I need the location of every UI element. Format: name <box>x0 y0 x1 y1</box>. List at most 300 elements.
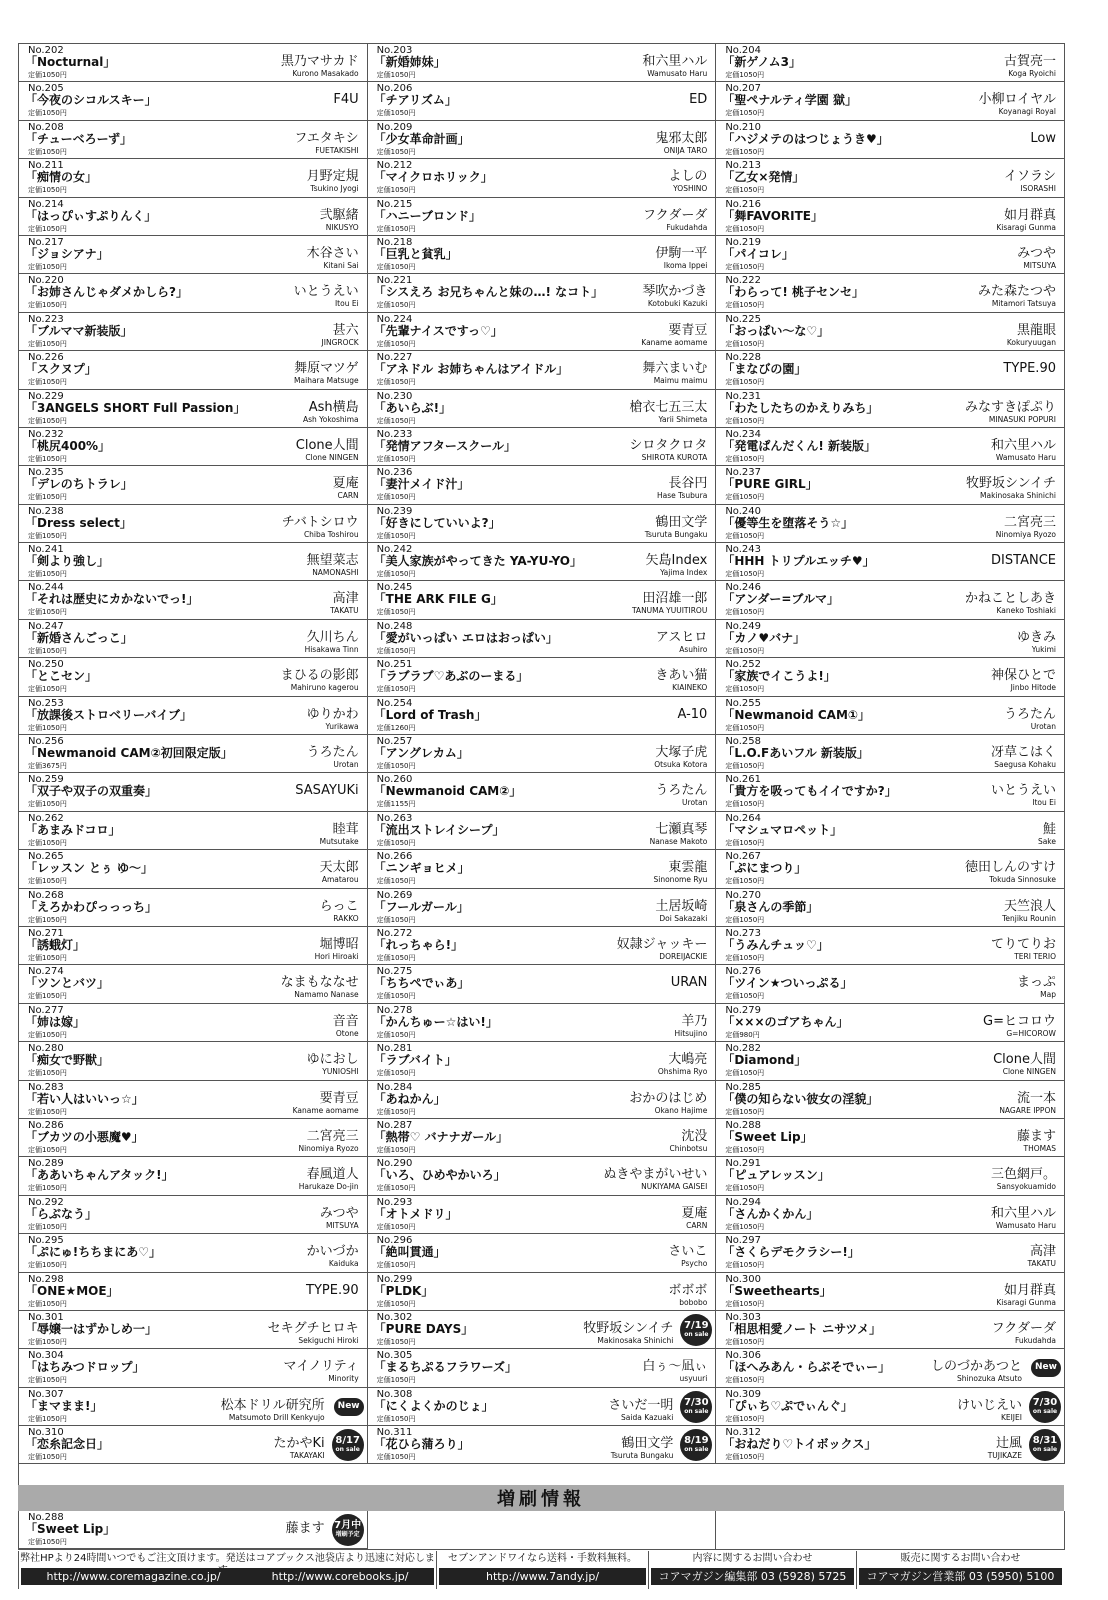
catalog-entry[interactable] <box>368 1273 717 1311</box>
catalog-entry[interactable] <box>19 274 368 312</box>
corebooks-link[interactable]: http://www.corebooks.jp/ <box>271 1570 409 1583</box>
catalog-entry[interactable] <box>368 1349 717 1387</box>
footer-shop-links <box>21 1568 434 1585</box>
entry-title: 「まるちぷるフラワーズ」 <box>373 1360 518 1375</box>
entry-author: 要青豆 <box>668 322 708 338</box>
entry-author-romaji: Amatarou <box>321 875 359 885</box>
catalog-entry[interactable] <box>19 658 368 696</box>
entry-author: さいだ一明 <box>608 1397 674 1413</box>
entry-author-romaji: YUNIOSHI <box>322 1067 359 1077</box>
catalog-grid <box>18 43 1065 1504</box>
catalog-entry[interactable] <box>716 1349 1065 1387</box>
entry-title: 「泉さんの季節」 <box>722 899 819 914</box>
entry-author-romaji: Saegusa Kohaku <box>994 760 1056 770</box>
entry-title: 「お姉さんじゃダメかしら?」 <box>25 285 188 300</box>
entry-author-romaji: Otsuka Kotora <box>654 760 708 770</box>
entry-author: フクダーダ <box>991 1320 1056 1336</box>
entry-title: 「舞FAVORITE」 <box>722 208 823 223</box>
catalog-entry[interactable] <box>19 889 368 927</box>
catalog-entry[interactable] <box>368 1157 717 1195</box>
entry-author: Ash横島 <box>308 399 359 415</box>
entry-number: No.246 <box>725 582 762 594</box>
entry-price: 定価1050円 <box>28 1376 67 1385</box>
entry-price: 定価1050円 <box>725 953 765 962</box>
catalog-entry[interactable] <box>19 466 368 504</box>
entry-title: 「ラブバイト」 <box>373 1053 457 1068</box>
catalog-entry[interactable] <box>19 313 368 351</box>
entry-title: 「先輩ナイスですっ♡」 <box>373 323 503 338</box>
entry-author-romaji: Tsuruta Bungaku <box>644 529 708 539</box>
entry-price: 定価1050円 <box>376 877 416 886</box>
entry-price: 定価1050円 <box>725 262 765 271</box>
entry-number: No.205 <box>28 83 64 95</box>
entry-title: 「好きにしていいよ?」 <box>373 515 501 530</box>
entry-price: 定価1050円 <box>28 147 67 156</box>
entry-title: 「ツンとバツ」 <box>25 976 110 991</box>
sevenandy-link[interactable]: http://www.7andy.jp/ <box>439 1568 646 1585</box>
catalog-entry[interactable] <box>19 1196 368 1234</box>
coremagazine-link[interactable]: http://www.coremagazine.co.jp/ <box>46 1570 221 1583</box>
catalog-entry[interactable] <box>368 198 717 236</box>
catalog-entry[interactable] <box>716 812 1065 850</box>
entry-price: 定価1050円 <box>376 109 416 118</box>
catalog-entry[interactable] <box>368 1196 717 1234</box>
entry-number: No.224 <box>376 313 413 325</box>
catalog-entry[interactable] <box>716 697 1065 735</box>
entry-author-romaji: Hase Tsubura <box>656 491 708 501</box>
entry-author: まっぷ <box>1016 975 1056 991</box>
catalog-entry[interactable] <box>368 889 717 927</box>
entry-price: 定価1050円 <box>725 992 765 1001</box>
new-badge <box>1031 1359 1061 1377</box>
entry-number: No.311 <box>376 1427 413 1439</box>
entry-price: 定価1050円 <box>28 339 67 348</box>
catalog-entry[interactable] <box>716 581 1065 619</box>
entry-author: 古賀亮一 <box>1003 54 1056 69</box>
entry-title: 「PURE DAYS」 <box>373 1321 474 1336</box>
entry-author: Low <box>1030 130 1056 146</box>
entry-price: 定価1050円 <box>376 1453 416 1462</box>
entry-title: 「かんちゅー☆はい!」 <box>373 1014 498 1029</box>
catalog-entry[interactable] <box>716 1004 1065 1042</box>
entry-author: マイノリティ <box>283 1359 359 1375</box>
catalog-entry[interactable] <box>368 1426 717 1464</box>
catalog-entry[interactable] <box>368 1119 717 1157</box>
catalog-entry[interactable] <box>368 581 717 619</box>
entry-author-romaji: Asuhiro <box>679 644 708 654</box>
entry-author-romaji: Psycho <box>681 1259 708 1269</box>
entry-price: 定価1050円 <box>376 1184 416 1193</box>
catalog-entry[interactable] <box>19 927 368 965</box>
catalog-entry[interactable] <box>716 390 1065 428</box>
entry-author-romaji: Urotan <box>1030 721 1056 731</box>
entry-title: 「巨乳と貧乳」 <box>373 246 458 261</box>
entry-number: No.255 <box>725 697 762 709</box>
entry-author-romaji: Clone NINGEN <box>305 452 359 462</box>
entry-title: 「家族でイこうよ!」 <box>722 669 836 684</box>
catalog-entry[interactable] <box>19 159 368 197</box>
catalog-entry[interactable] <box>716 274 1065 312</box>
catalog-entry[interactable] <box>368 697 717 735</box>
entry-author-romaji: Yukimi <box>1031 644 1056 654</box>
entry-number: No.299 <box>376 1273 413 1285</box>
catalog-entry[interactable] <box>368 1311 717 1349</box>
entry-price: 定価1050円 <box>28 1184 67 1193</box>
entry-price: 定価1050円 <box>725 838 765 847</box>
catalog-entry[interactable] <box>19 1004 368 1042</box>
entry-price: 定価1050円 <box>725 71 765 79</box>
entry-title: 「Newmanoid CAM②初回限定版」 <box>25 746 233 761</box>
entry-author-romaji: YOSHINO <box>673 184 708 194</box>
entry-author: 如月群真 <box>1003 207 1056 223</box>
entry-author-romaji: Ninomiya Ryozo <box>298 1143 359 1153</box>
entry-title: 「あいらぶ!」 <box>373 400 452 415</box>
entry-price: 定価1050円 <box>376 147 416 156</box>
catalog-entry[interactable] <box>368 313 717 351</box>
catalog-entry[interactable] <box>19 428 368 466</box>
entry-author: TYPE.90 <box>306 1282 359 1298</box>
entry-author: みなすきぽぷり <box>964 399 1056 415</box>
entry-price: 定価1050円 <box>725 1184 765 1193</box>
catalog-entry[interactable] <box>716 313 1065 351</box>
entry-number: No.226 <box>28 352 64 364</box>
entry-author: 和六里ハル <box>990 1205 1056 1221</box>
catalog-entry[interactable] <box>368 1388 717 1426</box>
catalog-entry[interactable] <box>368 735 717 773</box>
entry-price: 定価1050円 <box>725 493 765 502</box>
entry-number: No.284 <box>376 1081 413 1093</box>
reprint-price: 定価1050円 <box>28 1538 67 1546</box>
catalog-entry[interactable] <box>716 1234 1065 1272</box>
catalog-entry[interactable] <box>716 1042 1065 1080</box>
entry-author-romaji: Yurikawa <box>325 721 359 731</box>
entry-price: 定価1050円 <box>28 186 67 195</box>
entry-title: 「にくよくかのじょ」 <box>373 1398 494 1413</box>
entry-number: No.310 <box>28 1427 64 1439</box>
catalog-entry[interactable] <box>368 466 717 504</box>
entry-number: No.269 <box>376 889 413 901</box>
entry-author-romaji: NIKUSYO <box>325 222 359 232</box>
catalog-entry[interactable] <box>368 773 717 811</box>
entry-number: No.306 <box>725 1350 762 1362</box>
reprint-empty-cell <box>716 1511 1065 1549</box>
catalog-entry[interactable] <box>716 1426 1065 1464</box>
catalog-entry[interactable] <box>19 121 368 159</box>
catalog-entry[interactable] <box>19 390 368 428</box>
entry-author: 鮭 <box>1042 821 1056 837</box>
catalog-entry[interactable] <box>716 1388 1065 1426</box>
catalog-entry[interactable] <box>19 82 368 120</box>
catalog-entry[interactable] <box>368 274 717 312</box>
entry-author-romaji: Otone <box>335 1028 359 1038</box>
catalog-entry[interactable] <box>368 1004 717 1042</box>
entry-number: No.230 <box>376 390 413 402</box>
catalog-entry[interactable] <box>19 1349 368 1387</box>
catalog-entry[interactable] <box>19 505 368 543</box>
entry-author: 辻風 <box>995 1436 1022 1452</box>
catalog-entry[interactable] <box>368 121 717 159</box>
catalog-entry[interactable] <box>368 82 717 120</box>
entry-author-romaji: Chiba Toshirou <box>303 529 359 539</box>
catalog-entry[interactable] <box>19 198 368 236</box>
entry-title: 「Lord of Trash」 <box>373 707 487 722</box>
entry-author: 二宮亮三 <box>1003 514 1056 530</box>
entry-author: きあい猫 <box>655 668 708 684</box>
entry-title: 「はちみつドロップ」 <box>25 1360 145 1375</box>
catalog-entry[interactable] <box>19 1081 368 1119</box>
catalog-entry[interactable] <box>368 543 717 581</box>
catalog-entry[interactable] <box>19 236 368 274</box>
entry-number: No.252 <box>725 659 762 671</box>
entry-price: 定価1050円 <box>376 493 416 502</box>
entry-price: 定価1050円 <box>376 685 416 694</box>
entry-author: 鬼邪太郎 <box>655 130 708 146</box>
content-contact-caption: 内容に関するお問い合わせ <box>692 1553 813 1564</box>
entry-number: No.222 <box>725 275 762 287</box>
entry-author: うろたん <box>655 783 708 799</box>
catalog-entry[interactable] <box>716 965 1065 1003</box>
entry-title: 「新ゲノム3」 <box>722 55 801 69</box>
entry-title: 「新婚姉妹」 <box>373 55 446 69</box>
reprint-badge <box>332 1514 364 1546</box>
entry-author: 高津 <box>332 591 359 607</box>
catalog-entry[interactable] <box>368 965 717 1003</box>
entry-number: No.301 <box>28 1311 64 1323</box>
entry-price: 定価1050円 <box>28 1453 67 1462</box>
on-sale-badge <box>1029 1391 1061 1423</box>
entry-number: No.219 <box>725 236 762 248</box>
catalog-entry[interactable] <box>716 1273 1065 1311</box>
catalog-entry[interactable] <box>368 1042 717 1080</box>
entry-title: 「ハニーブロンド」 <box>373 208 482 223</box>
catalog-entry[interactable] <box>716 44 1065 82</box>
entry-price: 定価1050円 <box>376 1414 416 1423</box>
entry-number: No.300 <box>725 1273 762 1285</box>
catalog-entry[interactable] <box>19 1157 368 1195</box>
entry-price: 定価1050円 <box>725 339 765 348</box>
entry-author-romaji: Itou Ei <box>1032 798 1056 808</box>
catalog-entry[interactable] <box>716 658 1065 696</box>
catalog-entry[interactable] <box>19 697 368 735</box>
entry-author-romaji: Tokuda Sinnosuke <box>989 875 1056 885</box>
catalog-entry[interactable] <box>19 965 368 1003</box>
badge-sub: on sale <box>1032 1446 1058 1454</box>
entry-number: No.210 <box>725 121 762 133</box>
entry-number: No.235 <box>28 467 64 479</box>
reprint-entry[interactable] <box>19 1511 368 1549</box>
catalog-entry[interactable] <box>716 543 1065 581</box>
entry-title: 「マイクロホリック」 <box>373 170 493 185</box>
entry-number: No.286 <box>28 1119 64 1131</box>
entry-author: 鶴田文学 <box>655 514 708 530</box>
entry-price: 定価1050円 <box>376 1069 416 1078</box>
entry-price: 定価1050円 <box>376 301 416 310</box>
entry-number: No.208 <box>28 121 64 133</box>
catalog-entry[interactable] <box>19 543 368 581</box>
catalog-entry[interactable] <box>716 1196 1065 1234</box>
entry-author-romaji: Wamusato Haru <box>995 1220 1056 1230</box>
catalog-entry[interactable] <box>368 236 717 274</box>
catalog-entry[interactable] <box>716 773 1065 811</box>
entry-price: 定価1050円 <box>376 1376 416 1385</box>
catalog-entry[interactable] <box>368 351 717 389</box>
catalog-entry[interactable] <box>19 773 368 811</box>
entry-number: No.220 <box>28 275 64 287</box>
catalog-entry[interactable] <box>368 1081 717 1119</box>
catalog-entry[interactable] <box>716 466 1065 504</box>
entry-author-romaji: Chinbotsu <box>669 1143 708 1153</box>
entry-price: 定価1050円 <box>28 224 67 233</box>
entry-number: No.267 <box>725 851 762 863</box>
entry-price: 定価1050円 <box>376 262 416 271</box>
catalog-entry[interactable] <box>368 159 717 197</box>
entry-author: いとうえい <box>293 284 359 300</box>
entry-price: 定価1050円 <box>376 339 416 348</box>
entry-author: おかのはじめ <box>629 1090 708 1106</box>
entry-author-romaji: usyuuri <box>679 1374 708 1384</box>
catalog-entry[interactable] <box>19 1119 368 1157</box>
entry-price: 定価1050円 <box>28 1222 67 1231</box>
entry-author-romaji: bobobo <box>679 1297 708 1307</box>
reprint-number: No.288 <box>28 1512 64 1523</box>
entry-price: 定価1050円 <box>28 1299 67 1308</box>
entry-number: No.312 <box>725 1427 762 1439</box>
catalog-entry[interactable] <box>19 44 368 82</box>
entry-author: DISTANCE <box>991 553 1056 569</box>
catalog-entry[interactable] <box>368 850 717 888</box>
entry-author: なまもななせ <box>280 975 359 991</box>
entry-price: 定価1050円 <box>28 915 67 924</box>
entry-number: No.251 <box>376 659 413 671</box>
catalog-entry[interactable] <box>19 1042 368 1080</box>
catalog-entry[interactable] <box>368 1234 717 1272</box>
catalog-entry[interactable] <box>716 351 1065 389</box>
entry-author-romaji: NAMONASHI <box>312 568 359 578</box>
catalog-entry[interactable] <box>716 620 1065 658</box>
entry-title: 「レッスン とぅ ゆ〜」 <box>25 861 153 876</box>
entry-author-romaji: TERI TERIO <box>1014 951 1056 961</box>
entry-number: No.254 <box>376 697 413 709</box>
catalog-entry[interactable] <box>716 1081 1065 1119</box>
catalog-entry[interactable] <box>19 1388 368 1426</box>
entry-number: No.277 <box>28 1004 64 1016</box>
entry-author-romaji: RAKKO <box>333 913 359 923</box>
catalog-entry[interactable] <box>19 1234 368 1272</box>
entry-author-romaji: Tenjiku Rounin <box>1002 913 1056 923</box>
entry-author: 藤ます <box>1016 1128 1056 1144</box>
catalog-entry[interactable] <box>716 428 1065 466</box>
catalog-entry[interactable] <box>19 581 368 619</box>
entry-author: 要青豆 <box>319 1090 359 1106</box>
catalog-entry[interactable] <box>716 735 1065 773</box>
catalog-entry[interactable] <box>716 505 1065 543</box>
catalog-entry[interactable] <box>19 812 368 850</box>
entry-number: No.212 <box>376 160 413 172</box>
reprint-empty-cell <box>368 1511 717 1549</box>
entry-title: 「PLDK」 <box>373 1283 434 1298</box>
entry-author-romaji: Clone NINGEN <box>1002 1067 1056 1077</box>
entry-author: らっこ <box>319 898 359 914</box>
entry-price: 定価1050円 <box>725 723 765 732</box>
entry-author-romaji: Kitani Sai <box>323 260 359 270</box>
catalog-entry[interactable] <box>716 1157 1065 1195</box>
catalog-entry[interactable] <box>716 889 1065 927</box>
entry-title: 「アングレカム」 <box>373 746 469 761</box>
catalog-entry[interactable] <box>368 927 717 965</box>
catalog-entry[interactable] <box>368 505 717 543</box>
entry-price: 定価1050円 <box>725 800 765 809</box>
catalog-entry[interactable] <box>716 159 1065 197</box>
catalog-entry[interactable] <box>19 1311 368 1349</box>
entry-title: 「マシュマロペット」 <box>722 822 843 837</box>
entry-price: 定価1050円 <box>725 915 765 924</box>
entry-price: 定価1050円 <box>28 71 67 79</box>
catalog-entry[interactable] <box>716 1311 1065 1349</box>
entry-number: No.307 <box>28 1388 64 1400</box>
entry-author-romaji: Kisaragi Gunma <box>996 1297 1056 1307</box>
entry-author: 無望菜志 <box>306 553 359 569</box>
entry-author: みた森たつや <box>977 284 1056 300</box>
entry-title: 「絶叫貫通」 <box>373 1245 446 1260</box>
entry-price: 定価1050円 <box>725 1107 765 1116</box>
catalog-entry[interactable] <box>716 927 1065 965</box>
entry-author-romaji: THOMAS <box>1023 1143 1056 1153</box>
entry-title: 「ブカツの小悪魔♥」 <box>25 1129 144 1144</box>
catalog-entry[interactable] <box>19 850 368 888</box>
entry-number: No.229 <box>28 390 64 402</box>
catalog-entry[interactable] <box>19 1273 368 1311</box>
catalog-entry[interactable] <box>19 735 368 773</box>
entry-number: No.279 <box>725 1004 762 1016</box>
entry-title: 「3ANGELS SHORT Full Passion」 <box>25 400 246 415</box>
catalog-entry[interactable] <box>716 198 1065 236</box>
catalog-entry[interactable] <box>716 82 1065 120</box>
entry-number: No.264 <box>725 812 762 824</box>
catalog-entry[interactable] <box>368 428 717 466</box>
catalog-entry[interactable] <box>19 1426 368 1464</box>
catalog-entry[interactable] <box>716 121 1065 159</box>
entry-title: 「痴女で野獣」 <box>25 1053 110 1068</box>
catalog-entry[interactable] <box>368 390 717 428</box>
entry-number: No.285 <box>725 1081 762 1093</box>
entry-author-romaji: Harukaze Do-jin <box>298 1182 359 1192</box>
entry-author: 七瀬真琴 <box>655 821 708 837</box>
entry-title: 「オトメドリ」 <box>373 1206 458 1221</box>
footer-sales-contact <box>856 1551 1064 1589</box>
entry-title: 「ツイン★ついっぷる」 <box>722 976 853 991</box>
catalog-entry[interactable] <box>19 620 368 658</box>
entry-title: 「いろ、ひめやかいろ」 <box>373 1168 506 1183</box>
entry-author-romaji: KIAINEKO <box>672 683 708 693</box>
catalog-entry[interactable] <box>716 1119 1065 1157</box>
catalog-entry[interactable] <box>368 620 717 658</box>
entry-price: 定価1050円 <box>376 416 416 425</box>
catalog-entry[interactable] <box>368 44 717 82</box>
entry-title: 「THE ARK FILE G」 <box>373 592 503 607</box>
catalog-entry[interactable] <box>716 850 1065 888</box>
entry-author-romaji: Shinozuka Atsuto <box>957 1374 1022 1384</box>
entry-title: 「チアリズム」 <box>373 93 457 108</box>
entry-author: 甚六 <box>332 322 359 338</box>
entry-author: 冴草こはく <box>990 745 1056 761</box>
entry-title: 「シスえろ お兄ちゃんと妹の…! なコト」 <box>373 285 604 300</box>
entry-price: 定価1050円 <box>28 1145 67 1154</box>
catalog-entry[interactable] <box>368 658 717 696</box>
catalog-entry[interactable] <box>19 351 368 389</box>
catalog-entry[interactable] <box>716 236 1065 274</box>
entry-number: No.253 <box>28 697 64 709</box>
catalog-entry[interactable] <box>368 812 717 850</box>
